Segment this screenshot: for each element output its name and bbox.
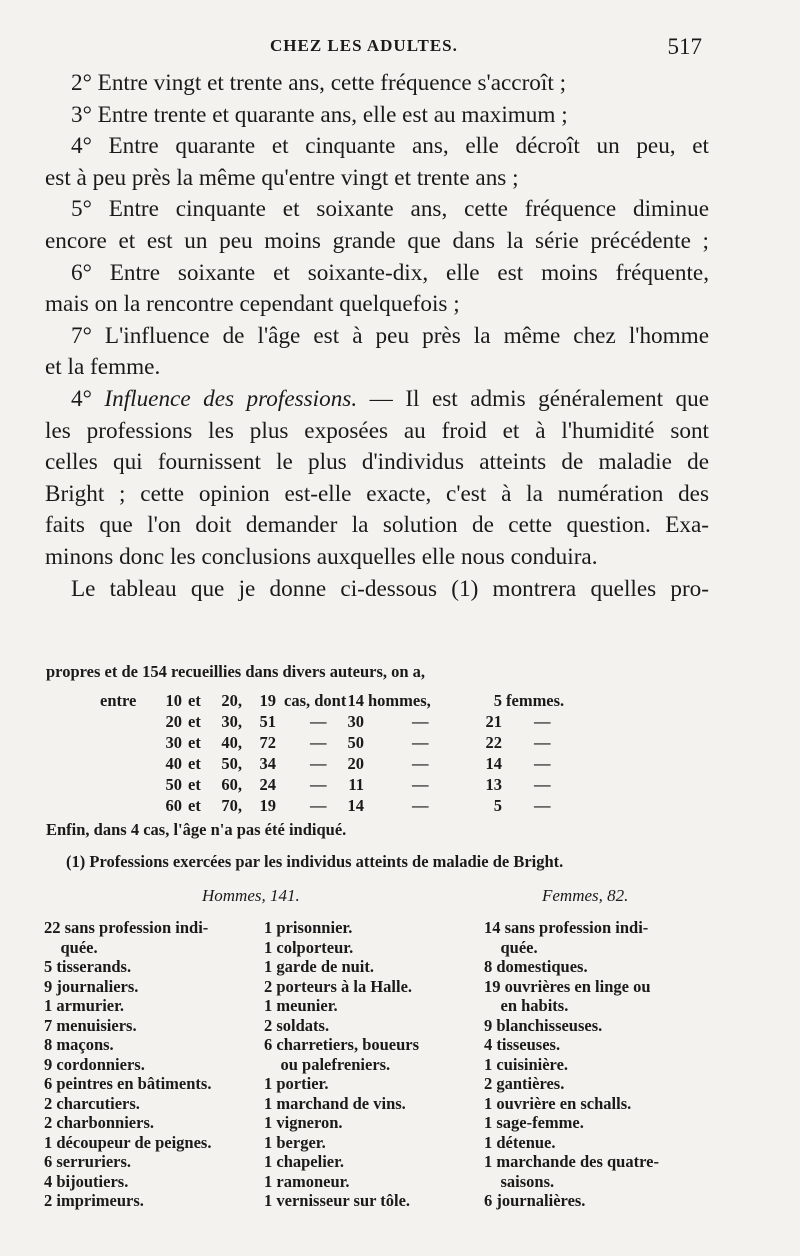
ditto-dash: —	[534, 796, 551, 815]
ditto-dash: —	[534, 733, 551, 752]
profession-entry: 6 peintres en bâtiments.	[44, 1074, 212, 1093]
age-lead: entre	[100, 691, 137, 710]
age-row	[100, 753, 620, 774]
age-cases: 51	[259, 712, 276, 731]
age-row	[100, 795, 620, 816]
profession-entry: 7 menuisiers.	[44, 1015, 137, 1035]
profession-entry: 2 porteurs à la Halle.	[264, 976, 413, 996]
profession-entry: 9 journaliers.	[44, 976, 139, 996]
age-from: 30	[165, 733, 182, 752]
age-row	[100, 711, 620, 732]
profession-entry: 1 vigneron.	[264, 1113, 343, 1132]
ditto-dash: —	[534, 775, 551, 794]
section-rest: — Il est admis généralement que	[369, 385, 709, 412]
profession-entry: quée.	[484, 937, 538, 957]
ditto-dash: —	[310, 712, 327, 731]
age-men: 30	[347, 712, 364, 731]
profession-entry: 1 chapelier.	[264, 1152, 345, 1171]
profession-entry: 1 armurier.	[44, 996, 125, 1015]
age-women: 5	[493, 691, 502, 710]
text-line: 7° L'influence de l'âge est à peu près la même chez l'homme	[71, 322, 709, 349]
profession-entry: 1 découpeur de peignes.	[44, 1132, 212, 1152]
text-line: encore et est un peu moins grande que dans la série précédente ;	[45, 227, 709, 254]
men-header: Hommes, 141.	[202, 886, 300, 905]
profession-entry: 8 maçons.	[44, 1035, 114, 1054]
ditto-dash: —	[310, 733, 327, 752]
text-line: 6° Entre soixante et soixante-dix, elle est moins fréquente,	[71, 259, 709, 286]
age-et: et	[188, 796, 201, 815]
profession-entry: 1 portier.	[264, 1074, 329, 1093]
profession-entry: saisons.	[484, 1171, 555, 1191]
age-et: et	[188, 733, 201, 752]
page-header	[0, 36, 800, 64]
age-men-word: hommes,	[368, 691, 431, 710]
age-cases: 24	[259, 775, 276, 794]
profession-entry: 19 ouvrières en linge ou	[484, 976, 651, 996]
profession-entry: 1 garde de nuit.	[264, 957, 375, 976]
profession-entry: 1 meunier.	[264, 996, 338, 1015]
section-heading-line	[45, 384, 709, 416]
text-line: Bright ; cette opinion est-elle exacte, c'est à la numération des	[45, 480, 709, 507]
ditto-dash: —	[412, 796, 429, 815]
text-line: et la femme.	[45, 354, 161, 381]
profession-entry: 1 détenue.	[484, 1132, 556, 1152]
ditto-dash: —	[534, 712, 551, 731]
ditto-dash: —	[412, 775, 429, 794]
ditto-dash: —	[412, 733, 429, 752]
stats-closing: Enfin, dans 4 cas, l'âge n'a pas été indiqué.	[46, 820, 347, 839]
stats-intro: propres et de 154 recueillies dans divers auteurs, on a,	[46, 662, 426, 681]
profession-entry: 2 gantières.	[484, 1074, 565, 1093]
profession-entry: 1 cuisinière.	[484, 1054, 569, 1074]
ditto-dash: —	[534, 754, 551, 773]
section-title: Influence des professions.	[104, 385, 358, 412]
age-from: 50	[165, 775, 182, 794]
age-to: 30,	[221, 712, 242, 731]
text-line: est à peu près la même qu'entre vingt et trente ans ;	[45, 164, 519, 191]
text-line: les professions les plus exposées au froid et à l'humidité sont	[45, 417, 709, 444]
profession-entry: 1 ouvrière en schalls.	[484, 1093, 632, 1113]
age-et: et	[188, 691, 201, 710]
ditto-dash: —	[310, 796, 327, 815]
age-table	[100, 690, 620, 816]
profession-entry: ou palefreniers.	[264, 1054, 391, 1074]
age-cases-word: cas, dont	[284, 691, 347, 710]
section-number: 4°	[71, 385, 92, 412]
profession-entry: 9 blanchisseuses.	[484, 1015, 603, 1035]
profession-entry: 4 tisseuses.	[484, 1035, 561, 1054]
age-to: 70,	[221, 796, 242, 815]
age-women: 5	[493, 796, 502, 815]
main-text	[45, 68, 709, 605]
ditto-dash: —	[310, 754, 327, 773]
age-row	[100, 690, 620, 711]
age-men: 11	[348, 775, 364, 794]
age-et: et	[188, 775, 201, 794]
profession-entry: 6 charretiers, boueurs	[264, 1035, 420, 1054]
women-column	[484, 918, 714, 1211]
running-title: CHEZ LES ADULTES.	[270, 36, 458, 55]
profession-entry: 22 sans profession indi-	[44, 918, 209, 937]
ditto-dash: —	[412, 754, 429, 773]
age-to: 20,	[221, 691, 242, 710]
age-to: 60,	[221, 775, 242, 794]
profession-entry: 1 berger.	[264, 1132, 326, 1152]
age-cases: 72	[259, 733, 276, 752]
profession-entry: 1 sage-femme.	[484, 1113, 584, 1132]
profession-entry: 9 cordonniers.	[44, 1054, 145, 1074]
age-from: 40	[165, 754, 182, 773]
profession-entry: 5 tisserands.	[44, 957, 132, 976]
profession-entry: 4 bijoutiers.	[44, 1171, 129, 1191]
text-line: 5° Entre cinquante et soixante ans, cette fréquence diminue	[71, 196, 709, 223]
profession-entry: en habits.	[484, 996, 569, 1015]
profession-entry: 8 domestiques.	[484, 957, 588, 976]
age-et: et	[188, 712, 201, 731]
age-men: 14	[347, 796, 364, 815]
age-women: 13	[485, 775, 502, 794]
text-line: 4° Entre quarante et cinquante ans, elle décroît un peu, et	[71, 133, 709, 160]
text-line: 2° Entre vingt et trente ans, cette fréquence s'accroît ;	[71, 70, 567, 96]
age-women: 22	[485, 733, 502, 752]
profession-entry: 14 sans profession indi-	[484, 918, 649, 937]
men-column-2	[264, 918, 484, 1211]
age-from: 20	[165, 712, 182, 731]
text-line: mais on la rencontre cependant quelquefois ;	[45, 291, 460, 318]
profession-entry: 1 marchand de vins.	[264, 1093, 406, 1113]
profession-entry: 1 prisonnier.	[264, 918, 353, 937]
age-men: 50	[347, 733, 364, 752]
profession-entry: 2 charbonniers.	[44, 1113, 155, 1132]
text-line: faits que l'on doit demander la solution de cette question. Exa-	[45, 512, 709, 539]
profession-entry: 6 journalières.	[484, 1191, 586, 1210]
age-row	[100, 732, 620, 753]
age-women: 14	[485, 754, 502, 773]
profession-entry: 2 charcutiers.	[44, 1093, 140, 1113]
profession-entry: 1 marchande des quatre-	[484, 1152, 659, 1171]
text-line: minons donc les conclusions auxquelles elle nous conduira.	[45, 543, 598, 570]
profession-entry: 6 serruriers.	[44, 1152, 132, 1171]
page-number: 517	[667, 34, 702, 59]
men-column-1	[44, 918, 264, 1211]
age-et: et	[188, 754, 201, 773]
age-to: 50,	[221, 754, 242, 773]
age-to: 40,	[221, 733, 242, 752]
age-men: 14	[347, 691, 364, 710]
profession-entry: 2 imprimeurs.	[44, 1191, 144, 1210]
profession-entry: 1 vernisseur sur tôle.	[264, 1191, 411, 1210]
age-cases: 34	[259, 754, 276, 773]
age-women-word: femmes.	[506, 691, 565, 710]
profession-entry: quée.	[44, 937, 98, 957]
text-line: Le tableau que je donne ci-dessous (1) montrera quelles pro-	[71, 575, 709, 602]
age-from: 10	[165, 691, 182, 710]
age-cases: 19	[259, 796, 276, 815]
age-women: 21	[485, 712, 502, 731]
ditto-dash: —	[412, 712, 429, 731]
profession-entry: 1 colporteur.	[264, 937, 354, 957]
ditto-dash: —	[310, 775, 327, 794]
footnote-title: (1) Professions exercées par les individus atteints de maladie de Bright.	[66, 852, 564, 871]
age-from: 60	[165, 796, 182, 815]
text-line: celles qui fournissent le plus d'individus atteints de maladie de	[45, 449, 709, 476]
women-header: Femmes, 82.	[542, 886, 629, 905]
age-men: 20	[347, 754, 364, 773]
profession-entry: 1 ramoneur.	[264, 1171, 350, 1191]
age-cases: 19	[259, 691, 276, 710]
text-line: 3° Entre trente et quarante ans, elle est au maximum ;	[71, 101, 568, 128]
profession-entry: 2 soldats.	[264, 1015, 330, 1035]
age-row	[100, 774, 620, 795]
